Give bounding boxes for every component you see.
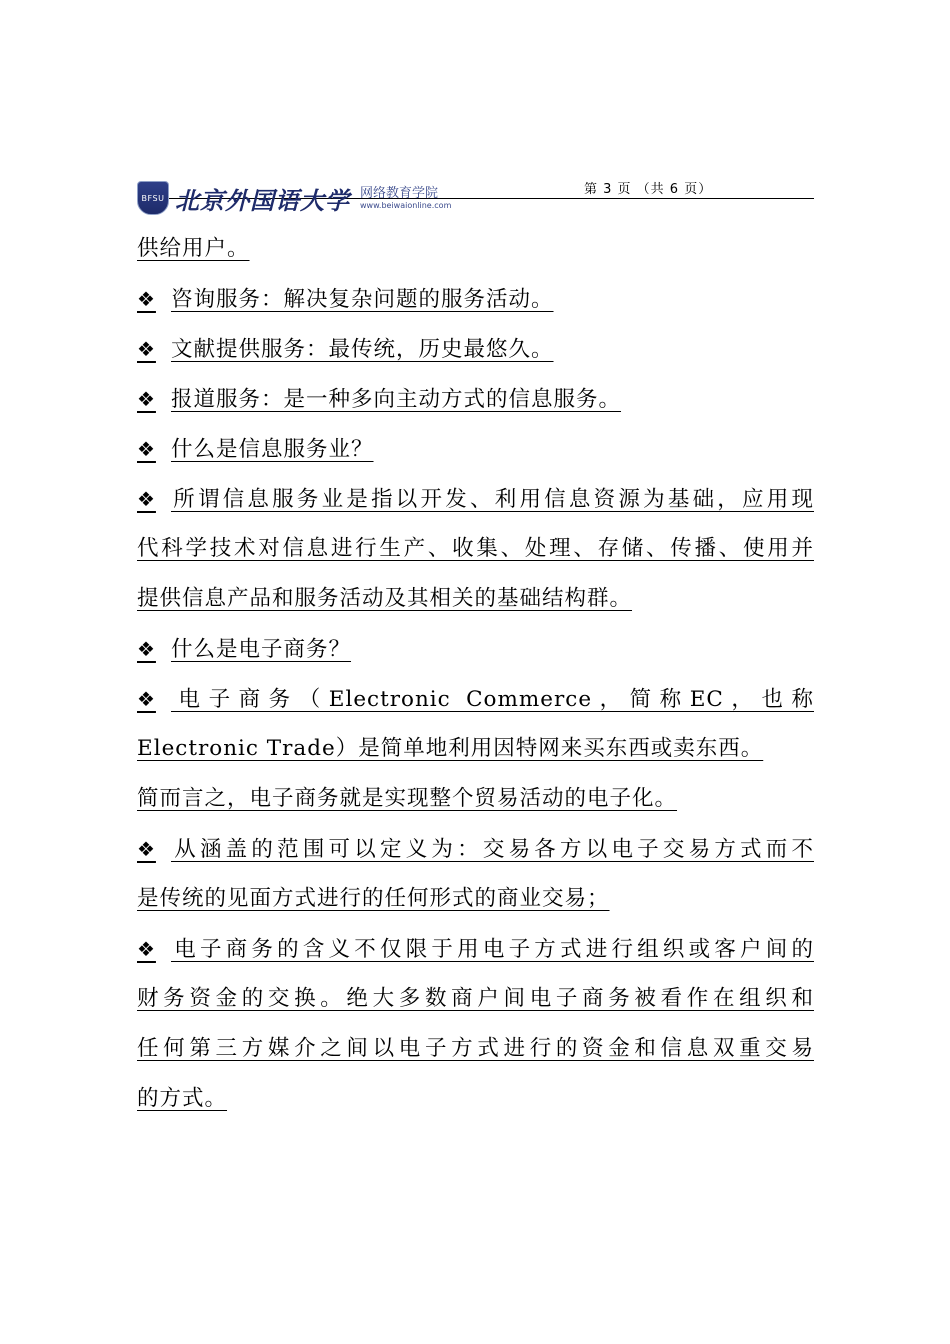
bullet-item-line [137,824,814,874]
document-body [137,224,814,1124]
bullet-diamond-icon: ❖ [137,437,156,461]
line-text: 财务资金的交换。绝大多数商户间电子商务被看作在组织和 [137,986,814,1011]
line-text: 代科学技术对信息进行生产、收集、处理、存储、传播、使用并 [137,536,814,561]
page-number: 第 3 页 （共 6 页） [584,182,713,197]
text-line [137,524,814,574]
line-text: 所谓信息服务业是指以开发、利用信息资源为基础，应用现 [171,487,814,512]
line-text: 供给用户。 [137,236,250,261]
line-text: 的方式。 [137,1086,228,1111]
bullet-item-line [137,274,814,324]
line-text: 提供信息产品和服务活动及其相关的基础结构群。 [137,586,633,611]
line-text: 文献提供服务：最传统，历史最悠久。 [171,337,554,362]
text-line [137,1024,814,1074]
page-header [137,178,814,215]
text-line [137,724,814,774]
bullet-diamond-icon: ❖ [137,637,156,661]
bullet-diamond-icon: ❖ [137,837,156,861]
bullet-item-line [137,424,814,474]
line-text: 电子商务的含义不仅限于用电子方式进行组织或客户间的 [171,937,814,962]
bullet-item-line [137,674,814,724]
line-text: 电子商务（Electronic Commerce，简称EC，也称 [171,687,814,712]
bullet-diamond-icon: ❖ [137,687,156,711]
university-logo [137,182,451,214]
school-block [360,187,451,210]
line-text: 任何第三方媒介之间以电子方式进行的资金和信息双重交易 [137,1036,814,1061]
bullet-diamond-icon: ❖ [137,937,156,961]
bullet-diamond-icon: ❖ [137,287,156,311]
school-website: www.beiwaionline.com [360,200,452,210]
line-text: 是传统的见面方式进行的任何形式的商业交易； [137,886,610,911]
bullet-item-line [137,324,814,374]
line-text: 什么是信息服务业？ [171,437,374,462]
bullet-diamond-icon: ❖ [137,387,156,411]
text-line [137,574,814,624]
bullet-diamond-icon: ❖ [137,487,156,511]
university-emblem-icon: BFSU [137,181,169,215]
text-line [137,224,814,274]
text-line [137,774,814,824]
university-name: 北京外国语大学 [175,185,350,215]
line-text: 从涵盖的范围可以定义为：交易各方以电子交易方式而不 [171,837,814,862]
line-text: 简而言之，电子商务就是实现整个贸易活动的电子化。 [137,786,678,811]
bullet-item-line [137,374,814,424]
text-line [137,1074,814,1124]
bullet-item-line [137,624,814,674]
bullet-diamond-icon: ❖ [137,337,156,361]
text-line [137,874,814,924]
school-name: 网络教育学院 [360,185,439,201]
line-text: 报道服务：是一种多向主动方式的信息服务。 [171,387,622,412]
line-text: 咨询服务：解决复杂问题的服务活动。 [171,287,554,312]
text-line [137,974,814,1024]
line-text: Electronic Trade）是简单地利用因特网来买东西或卖东西。 [137,736,764,761]
line-text: 什么是电子商务？ [171,637,352,662]
bullet-item-line [137,924,814,974]
bullet-item-line [137,474,814,524]
